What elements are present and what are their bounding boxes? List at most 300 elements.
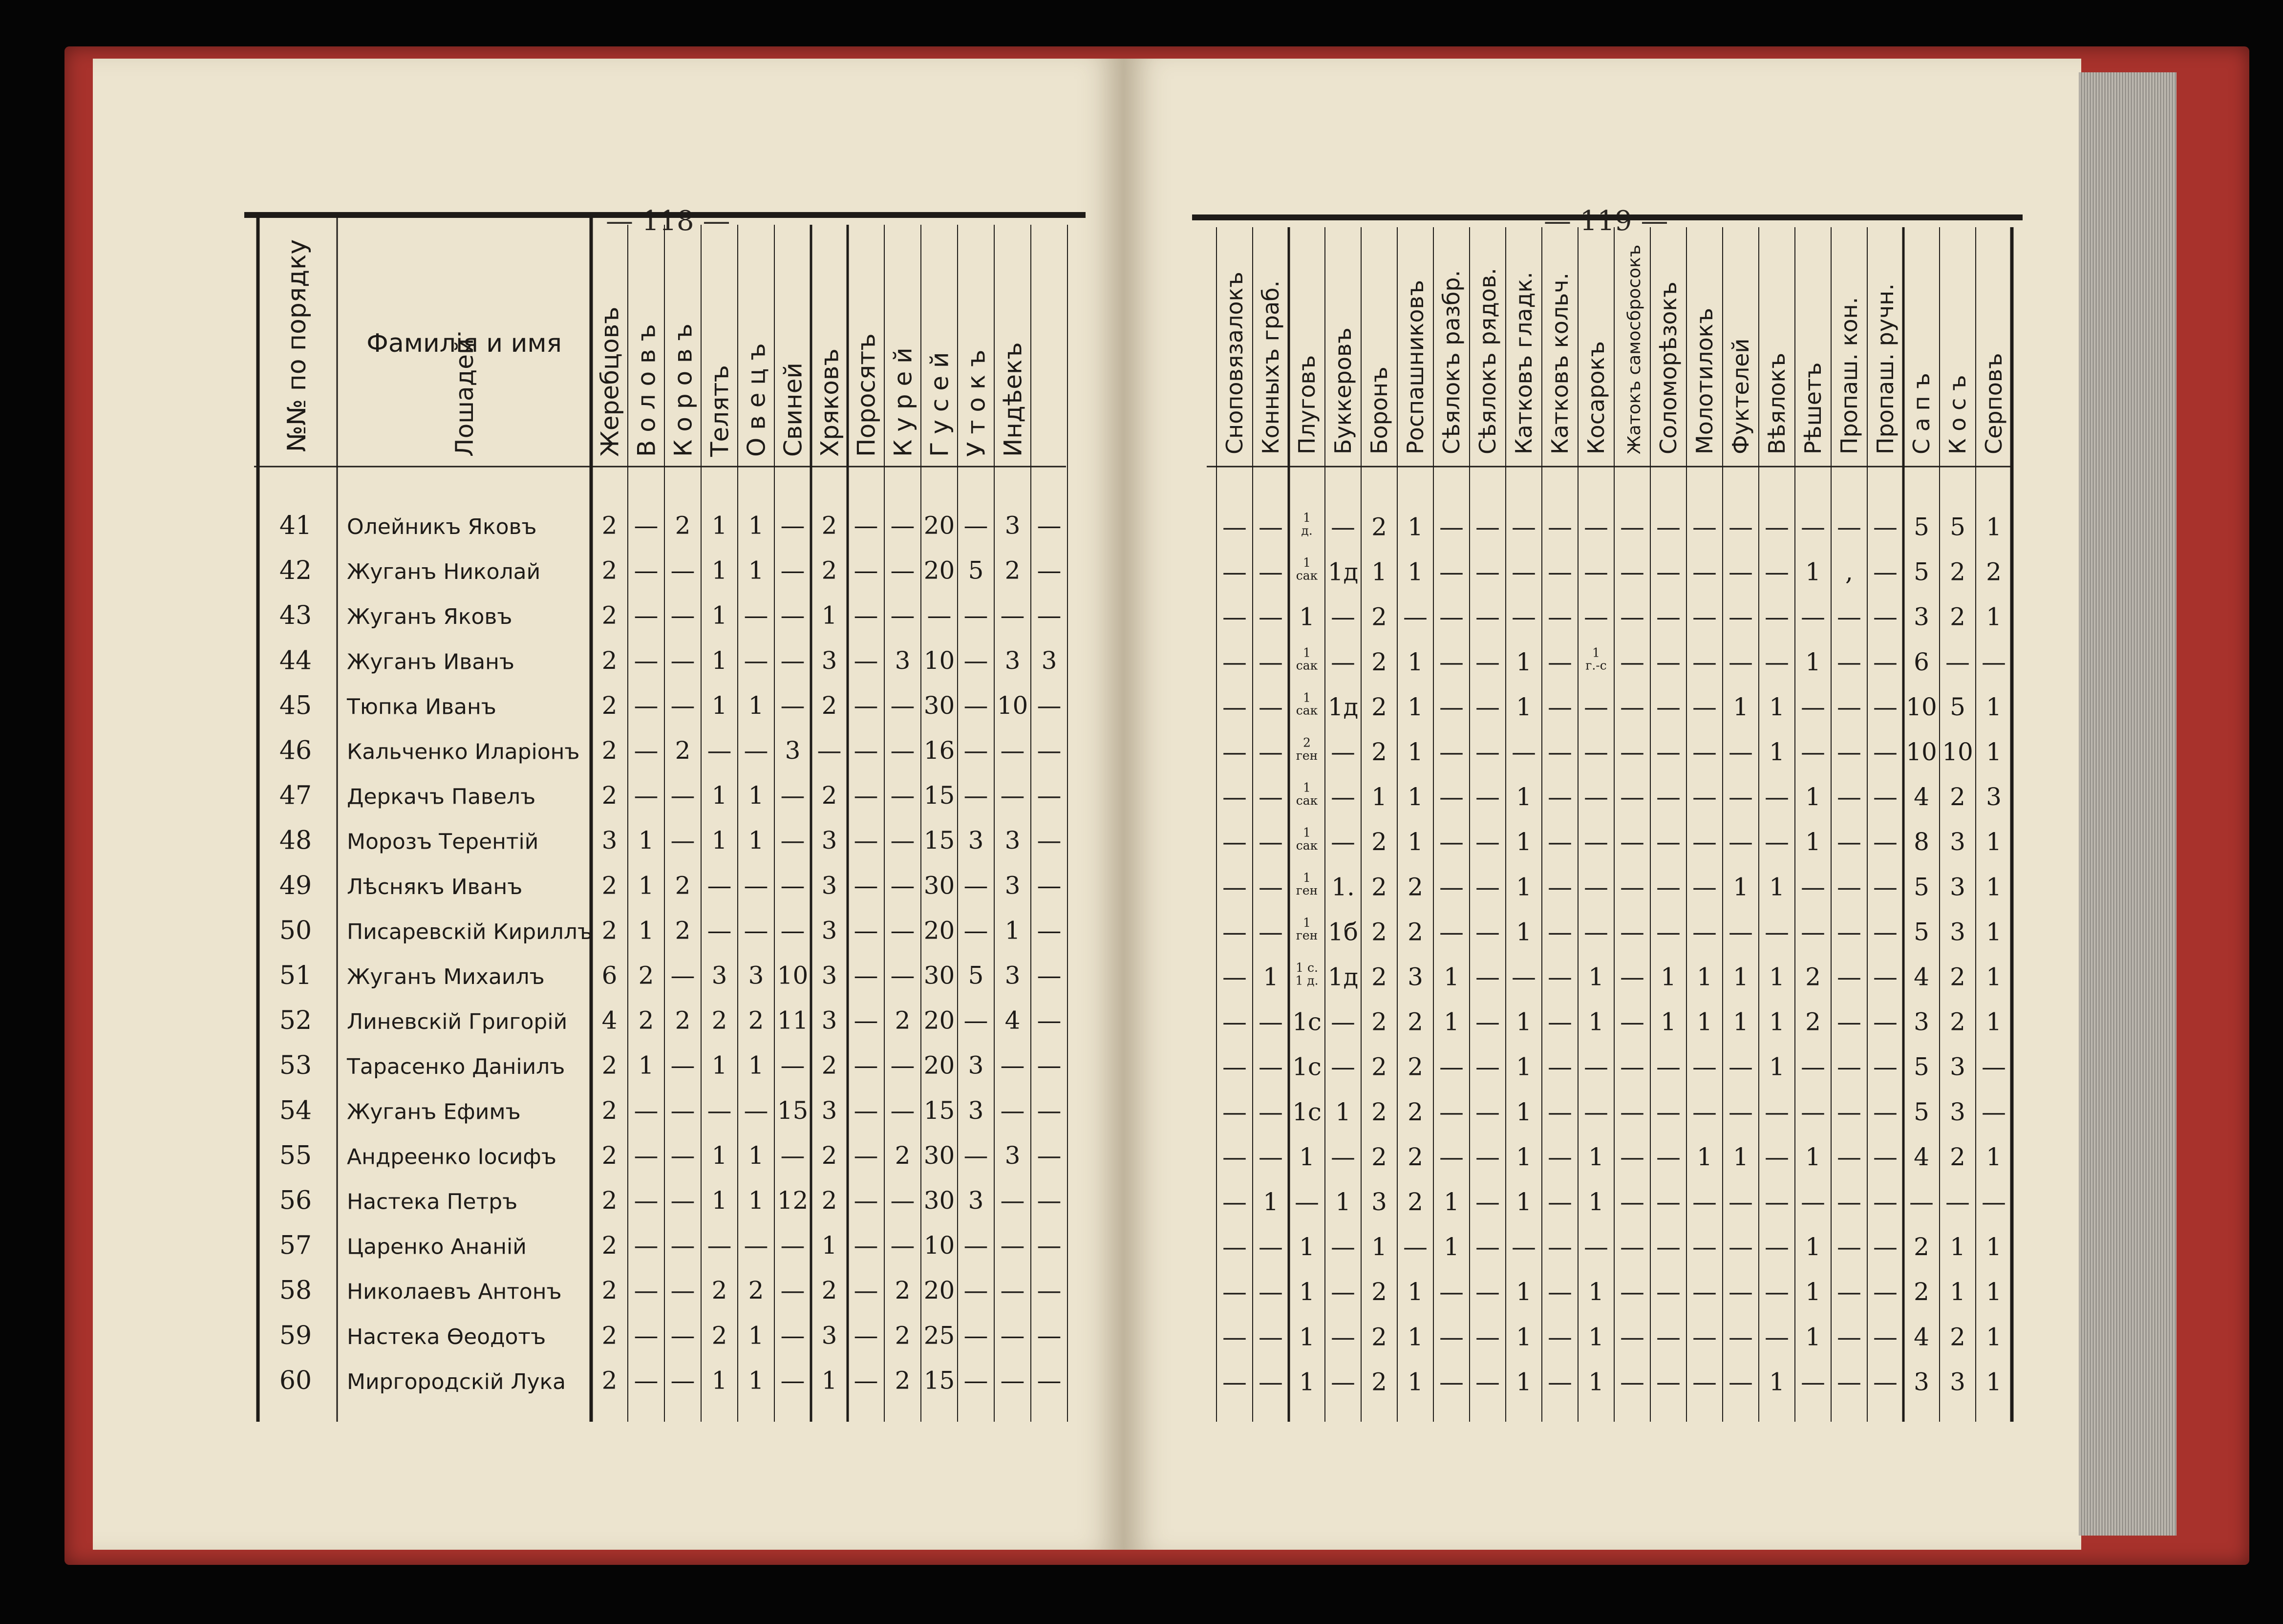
row-cell: — bbox=[1873, 557, 1898, 586]
row-cell: — bbox=[1584, 783, 1608, 812]
row-cell: — bbox=[817, 736, 842, 765]
row-cell: 20 bbox=[923, 511, 955, 540]
row-cell: — bbox=[1037, 1141, 1062, 1170]
row-cell: 3 bbox=[1914, 602, 1929, 631]
row-number: 58 bbox=[279, 1276, 312, 1305]
row-cell: 5 bbox=[1950, 692, 1965, 721]
row-cell-line: 1 bbox=[1303, 825, 1311, 840]
row-cell: — bbox=[1620, 1233, 1644, 1261]
row-cell: — bbox=[634, 646, 659, 675]
row-cell: — bbox=[1331, 1278, 1355, 1306]
row-cell: 1 bbox=[1444, 1007, 1459, 1036]
row-cell: 1 bbox=[1986, 1007, 2002, 1036]
row-cell: — bbox=[780, 511, 805, 540]
row-cell: 1 bbox=[748, 691, 764, 720]
row-cell: 1 bbox=[1986, 513, 2002, 541]
row-cell: — bbox=[707, 1096, 732, 1125]
row-cell: 2 bbox=[601, 556, 618, 585]
row-cell: — bbox=[963, 511, 988, 540]
row-cell: — bbox=[1475, 962, 1500, 991]
row-cell: 2 bbox=[601, 511, 618, 540]
row-number: 46 bbox=[279, 736, 312, 766]
row-cell: 1 bbox=[821, 601, 837, 630]
row-cell: — bbox=[1837, 513, 1861, 541]
row-cell: — bbox=[1403, 602, 1428, 631]
row-cell: 1 bbox=[1986, 1233, 2002, 1261]
row-cell: 1 bbox=[1588, 1142, 1604, 1171]
row-cell: — bbox=[670, 961, 695, 990]
row-cell: — bbox=[1475, 1233, 1500, 1261]
row-cell: — bbox=[853, 1276, 878, 1305]
row-cell: — bbox=[1037, 1231, 1062, 1260]
column-header-8: Катковъ гладк. bbox=[1511, 272, 1537, 454]
row-cell: 3 bbox=[821, 961, 837, 990]
column-header-9: Катковъ кольч. bbox=[1547, 272, 1573, 454]
row-cell: 1 bbox=[638, 916, 654, 945]
row-cell: — bbox=[1728, 783, 1753, 812]
row-cell: — bbox=[1692, 1323, 1717, 1351]
row-cell: — bbox=[1259, 1007, 1283, 1036]
row-cell-line: 1 bbox=[1303, 870, 1311, 885]
column-header-14: Фуктелей bbox=[1728, 338, 1754, 454]
row-cell: — bbox=[1512, 513, 1536, 541]
row-cell: — bbox=[634, 511, 659, 540]
row-cell: — bbox=[1439, 647, 1464, 676]
row-cell: 15 bbox=[777, 1096, 809, 1125]
row-cell: — bbox=[1584, 738, 1608, 766]
row-cell: 2 bbox=[895, 1006, 911, 1035]
row-cell: 1 bbox=[1516, 1188, 1532, 1216]
row-cell: — bbox=[1259, 918, 1283, 946]
row-cell: — bbox=[853, 601, 878, 630]
column-header-8: Свиней bbox=[779, 363, 808, 457]
row-cell: — bbox=[1037, 1186, 1062, 1215]
row-cell-line: ген bbox=[1296, 928, 1318, 943]
row-cell: — bbox=[1475, 1323, 1500, 1351]
row-cell: — bbox=[1475, 1052, 1500, 1081]
row-cell: — bbox=[853, 646, 878, 675]
row-cell: — bbox=[1873, 1052, 1898, 1081]
row-cell: — bbox=[853, 781, 878, 810]
row-cell: — bbox=[1945, 1188, 1970, 1216]
row-cell: 11 bbox=[777, 1006, 809, 1035]
row-cell-line: 2 bbox=[1303, 735, 1311, 750]
row-cell: 1 bbox=[711, 1051, 727, 1080]
row-cell: — bbox=[853, 1006, 878, 1035]
row-cell: 3 bbox=[1950, 918, 1965, 946]
row-cell: 1 bbox=[1299, 1278, 1315, 1306]
row-cell: — bbox=[1331, 1052, 1355, 1081]
row-cell: — bbox=[1512, 1233, 1536, 1261]
row-cell: — bbox=[670, 1366, 695, 1395]
row-cell: 1 bbox=[1516, 647, 1532, 676]
row-cell: — bbox=[890, 1186, 915, 1215]
row-cell: — bbox=[1620, 918, 1644, 946]
row-cell: — bbox=[1475, 557, 1500, 586]
row-cell: — bbox=[1259, 513, 1283, 541]
row-cell: 4 bbox=[1914, 783, 1929, 812]
column-header-13: У т о к ъ bbox=[962, 349, 991, 457]
row-cell: 2 bbox=[1371, 1278, 1387, 1306]
row-cell: — bbox=[1439, 513, 1464, 541]
row-cell: — bbox=[1656, 647, 1681, 676]
row-cell: 1 bbox=[1408, 828, 1423, 856]
row-cell: — bbox=[853, 556, 878, 585]
row-name: Деркачъ Павелъ bbox=[347, 784, 536, 810]
row-cell: — bbox=[780, 691, 805, 720]
row-cell: 1 bbox=[1805, 1278, 1821, 1306]
row-cell: — bbox=[1331, 1323, 1355, 1351]
row-cell: 16 bbox=[923, 736, 955, 765]
row-cell: — bbox=[1801, 918, 1825, 946]
row-cell: — bbox=[1475, 692, 1500, 721]
row-cell: — bbox=[1656, 513, 1681, 541]
row-cell: — bbox=[1548, 1052, 1572, 1081]
row-cell: — bbox=[1728, 647, 1753, 676]
row-cell: 3 bbox=[1950, 873, 1965, 901]
row-cell: 3 bbox=[1986, 783, 2002, 812]
row-cell-line: сак bbox=[1296, 568, 1318, 583]
row-cell: — bbox=[1222, 962, 1247, 991]
row-number: 43 bbox=[279, 601, 312, 631]
row-cell: — bbox=[1837, 602, 1861, 631]
row-cell: 10 bbox=[1906, 692, 1937, 721]
row-cell: 1 bbox=[1769, 1368, 1785, 1396]
row-cell: — bbox=[1728, 1368, 1753, 1396]
row-cell: 4 bbox=[1914, 1323, 1929, 1351]
row-cell: — bbox=[1439, 918, 1464, 946]
row-cell: 3 bbox=[1041, 646, 1057, 675]
row-cell: 1 bbox=[1986, 1323, 2002, 1351]
row-cell: 3 bbox=[1004, 511, 1021, 540]
row-cell: — bbox=[1837, 873, 1861, 901]
row-name: Жуганъ Ефимъ bbox=[347, 1099, 521, 1125]
row-cell: — bbox=[1475, 602, 1500, 631]
row-cell: 2 bbox=[1371, 1142, 1387, 1171]
row-cell: 2 bbox=[1371, 873, 1387, 901]
row-cell: 30 bbox=[923, 1186, 955, 1215]
row-cell: 3 bbox=[968, 1096, 984, 1125]
row-cell: — bbox=[853, 1096, 878, 1125]
row-cell: 2 bbox=[1408, 1052, 1423, 1081]
row-cell: 5 bbox=[1950, 513, 1965, 541]
row-cell: — bbox=[1331, 828, 1355, 856]
row-cell: — bbox=[1765, 647, 1789, 676]
row-cell: — bbox=[1873, 783, 1898, 812]
row-cell: — bbox=[963, 781, 988, 810]
column-header-5: Роспашниковъ bbox=[1402, 279, 1429, 454]
row-cell: — bbox=[1259, 557, 1283, 586]
row-cell: — bbox=[890, 961, 915, 990]
row-cell: — bbox=[670, 1231, 695, 1260]
row-cell: 1 bbox=[1299, 1233, 1315, 1261]
row-cell: — bbox=[1512, 962, 1536, 991]
row-cell: 3 bbox=[601, 826, 618, 855]
row-cell: — bbox=[1037, 1321, 1062, 1350]
row-cell: 1 bbox=[1516, 918, 1532, 946]
row-cell: 1 bbox=[1335, 1188, 1351, 1216]
row-cell: 2 bbox=[895, 1366, 911, 1395]
row-cell: — bbox=[1656, 692, 1681, 721]
row-cell: — bbox=[1692, 602, 1717, 631]
row-cell: 2 bbox=[821, 1186, 837, 1215]
row-number: 48 bbox=[279, 826, 312, 855]
row-cell: 1 bbox=[1986, 828, 2002, 856]
column-header-13: Молотилокъ bbox=[1691, 308, 1718, 454]
row-cell: — bbox=[1765, 783, 1789, 812]
row-cell: — bbox=[890, 1051, 915, 1080]
row-cell: — bbox=[780, 1321, 805, 1350]
page-number-left: — 118 — bbox=[606, 205, 730, 237]
row-number: 42 bbox=[279, 556, 312, 586]
row-cell: — bbox=[744, 1096, 768, 1125]
row-cell: 3 bbox=[895, 646, 911, 675]
row-cell: — bbox=[1000, 1186, 1025, 1215]
row-name: Кальченко Иларіонъ bbox=[347, 739, 580, 765]
row-cell: — bbox=[1222, 1368, 1247, 1396]
row-cell-line: 1 с. bbox=[1296, 961, 1318, 975]
row-cell: 1д bbox=[1327, 962, 1359, 991]
row-cell: 3 bbox=[968, 826, 984, 855]
row-cell: — bbox=[1692, 918, 1717, 946]
row-cell: — bbox=[780, 556, 805, 585]
row-cell: — bbox=[1439, 1368, 1464, 1396]
row-cell: 2 bbox=[1371, 513, 1387, 541]
row-cell: — bbox=[1728, 1278, 1753, 1306]
row-cell: — bbox=[1548, 1188, 1572, 1216]
row-cell: 1 bbox=[1697, 1007, 1712, 1036]
row-cell: 3 bbox=[1004, 961, 1021, 990]
row-cell: 10 bbox=[923, 646, 955, 675]
row-cell: 1 bbox=[1588, 1368, 1604, 1396]
row-cell: 2 bbox=[675, 736, 691, 765]
row-cell: 2 bbox=[601, 781, 618, 810]
row-cell: — bbox=[1620, 738, 1644, 766]
row-cell: — bbox=[963, 646, 988, 675]
row-cell: 4 bbox=[1004, 1006, 1021, 1035]
row-cell: — bbox=[1000, 1231, 1025, 1260]
row-cell: — bbox=[1000, 1276, 1025, 1305]
row-cell: — bbox=[1620, 1368, 1644, 1396]
row-cell: — bbox=[1837, 1188, 1861, 1216]
row-cell: — bbox=[1692, 1097, 1717, 1126]
row-name: Тюпка Иванъ bbox=[347, 694, 496, 720]
row-cell: — bbox=[1873, 1097, 1898, 1126]
row-cell: 3 bbox=[1004, 826, 1021, 855]
row-cell: — bbox=[1331, 647, 1355, 676]
row-cell: 2 bbox=[1371, 738, 1387, 766]
row-cell: — bbox=[1728, 918, 1753, 946]
row-cell: — bbox=[1295, 1188, 1319, 1216]
row-cell: 1 bbox=[711, 1186, 727, 1215]
row-cell: 2 bbox=[1408, 1097, 1423, 1126]
row-cell: — bbox=[1222, 692, 1247, 721]
row-cell: — bbox=[1222, 1323, 1247, 1351]
row-cell: 1 bbox=[1516, 1052, 1532, 1081]
row-cell: 1 bbox=[1769, 873, 1785, 901]
row-cell: 1 bbox=[711, 1141, 727, 1170]
row-cell: 3 bbox=[821, 826, 837, 855]
row-cell: — bbox=[780, 601, 805, 630]
row-cell: 1 bbox=[748, 556, 764, 585]
row-cell: 1 bbox=[1516, 1368, 1532, 1396]
row-cell: 20 bbox=[923, 1276, 955, 1305]
row-cell: 1 bbox=[1733, 962, 1749, 991]
row-number: 60 bbox=[279, 1366, 312, 1395]
column-header-2: Плуговъ bbox=[1294, 355, 1320, 454]
column-header-6: Телятъ bbox=[705, 365, 734, 457]
row-cell: — bbox=[1692, 1188, 1717, 1216]
row-cell: 1б bbox=[1328, 918, 1358, 946]
row-cell: — bbox=[634, 1231, 659, 1260]
row-cell: 3 bbox=[1004, 1141, 1021, 1170]
row-cell: — bbox=[1765, 828, 1789, 856]
row-cell: — bbox=[670, 1051, 695, 1080]
row-cell: 2 bbox=[1371, 1368, 1387, 1396]
row-cell: 2 bbox=[1408, 1142, 1423, 1171]
row-cell: — bbox=[1037, 736, 1062, 765]
row-cell: — bbox=[1873, 873, 1898, 901]
row-cell: 1 bbox=[1408, 1323, 1423, 1351]
row-cell: — bbox=[890, 691, 915, 720]
row-cell: 8 bbox=[1914, 828, 1929, 856]
row-cell: 2 bbox=[675, 871, 691, 900]
row-cell: — bbox=[1000, 1321, 1025, 1350]
row-cell: 1 bbox=[1805, 1142, 1821, 1171]
row-cell: — bbox=[1620, 647, 1644, 676]
row-cell: — bbox=[1475, 1278, 1500, 1306]
row-cell: — bbox=[1037, 1276, 1062, 1305]
row-cell: — bbox=[1656, 1278, 1681, 1306]
row-cell: — bbox=[1656, 602, 1681, 631]
row-cell: — bbox=[1656, 557, 1681, 586]
row-cell: 2 bbox=[895, 1276, 911, 1305]
row-name: Николаевъ Антонъ bbox=[347, 1279, 562, 1304]
row-cell: — bbox=[1656, 738, 1681, 766]
row-cell: 2 bbox=[821, 781, 837, 810]
row-cell: — bbox=[744, 871, 768, 900]
row-cell: — bbox=[1620, 1052, 1644, 1081]
row-cell: 3 bbox=[1950, 1097, 1965, 1126]
row-cell: 1 bbox=[711, 556, 727, 585]
row-cell: 15 bbox=[923, 1366, 955, 1395]
row-cell: — bbox=[1259, 873, 1283, 901]
row-cell: 1 bbox=[711, 511, 727, 540]
row-cell: — bbox=[1620, 1278, 1644, 1306]
row-cell: — bbox=[853, 691, 878, 720]
row-cell: 1 bbox=[1004, 916, 1021, 945]
row-cell-line: 1 bbox=[1303, 645, 1311, 660]
row-cell: — bbox=[890, 871, 915, 900]
row-cell: — bbox=[1222, 513, 1247, 541]
row-cell: — bbox=[1475, 873, 1500, 901]
row-cell: — bbox=[1259, 1278, 1283, 1306]
row-cell: 1 bbox=[1950, 1233, 1965, 1261]
row-cell: — bbox=[1331, 1007, 1355, 1036]
row-cell: — bbox=[1873, 1142, 1898, 1171]
row-cell: — bbox=[634, 1186, 659, 1215]
row-cell: — bbox=[1584, 1097, 1608, 1126]
row-cell: — bbox=[670, 1141, 695, 1170]
row-cell: — bbox=[1620, 828, 1644, 856]
row-cell: 2 bbox=[601, 1276, 618, 1305]
row-cell: — bbox=[1000, 1096, 1025, 1125]
row-cell: — bbox=[634, 1321, 659, 1350]
row-cell: — bbox=[1692, 692, 1717, 721]
row-cell: 1 bbox=[1516, 1142, 1532, 1171]
row-cell: — bbox=[1222, 647, 1247, 676]
row-cell: — bbox=[634, 1141, 659, 1170]
row-cell: — bbox=[1692, 828, 1717, 856]
row-cell: — bbox=[1873, 1278, 1898, 1306]
row-cell: — bbox=[780, 1141, 805, 1170]
row-cell: — bbox=[1222, 918, 1247, 946]
row-cell: — bbox=[707, 1231, 732, 1260]
row-cell: — bbox=[1584, 557, 1608, 586]
column-header-18: Пропаш. ручн. bbox=[1872, 283, 1899, 454]
row-cell: 1 bbox=[1805, 647, 1821, 676]
row-cell: — bbox=[1728, 513, 1753, 541]
row-cell: 25 bbox=[923, 1321, 955, 1350]
row-cell: — bbox=[1837, 918, 1861, 946]
row-cell: — bbox=[1656, 1097, 1681, 1126]
row-cell: — bbox=[1765, 1278, 1789, 1306]
row-cell: — bbox=[1259, 1323, 1283, 1351]
row-cell: — bbox=[1037, 1096, 1062, 1125]
row-cell: — bbox=[1584, 873, 1608, 901]
row-cell: 2 bbox=[821, 511, 837, 540]
row-cell: 2 bbox=[675, 916, 691, 945]
row-cell: 6 bbox=[1914, 647, 1929, 676]
row-cell: — bbox=[890, 556, 915, 585]
row-cell: — bbox=[963, 736, 988, 765]
row-number: 54 bbox=[279, 1096, 312, 1126]
row-cell: — bbox=[1222, 783, 1247, 812]
row-cell: 1 bbox=[1299, 602, 1315, 631]
row-cell: — bbox=[1475, 1097, 1500, 1126]
row-cell: — bbox=[780, 826, 805, 855]
row-cell: 2 bbox=[821, 1141, 837, 1170]
column-header-10: Поросятъ bbox=[852, 333, 881, 457]
row-cell: 1. bbox=[1331, 873, 1355, 901]
row-cell: — bbox=[780, 646, 805, 675]
row-cell: — bbox=[1475, 1188, 1500, 1216]
row-cell: — bbox=[1837, 738, 1861, 766]
row-cell: — bbox=[1620, 1097, 1644, 1126]
row-cell: — bbox=[1982, 1052, 2006, 1081]
row-cell: — bbox=[1982, 1097, 2006, 1126]
row-cell-line: 1 bbox=[1303, 556, 1311, 570]
row-cell: — bbox=[1656, 1142, 1681, 1171]
row-cell: — bbox=[1692, 1052, 1717, 1081]
row-number: 47 bbox=[279, 781, 312, 811]
row-cell: 2 bbox=[1914, 1278, 1929, 1306]
row-cell: — bbox=[1000, 1366, 1025, 1395]
row-cell: — bbox=[1259, 692, 1283, 721]
row-cell: 1 bbox=[1769, 962, 1785, 991]
column-header-0: Сноповязалокъ bbox=[1221, 272, 1248, 454]
row-cell: 2 bbox=[601, 871, 618, 900]
row-cell: 2 bbox=[1950, 1142, 1965, 1171]
row-cell: — bbox=[1548, 1368, 1572, 1396]
row-cell: — bbox=[1259, 1097, 1283, 1126]
row-cell: 1 bbox=[1588, 1278, 1604, 1306]
row-cell: 2 bbox=[1371, 1097, 1387, 1126]
row-cell: — bbox=[780, 1276, 805, 1305]
row-cell: 1 bbox=[1408, 557, 1423, 586]
row-cell: — bbox=[1620, 1323, 1644, 1351]
row-cell: — bbox=[1548, 1278, 1572, 1306]
